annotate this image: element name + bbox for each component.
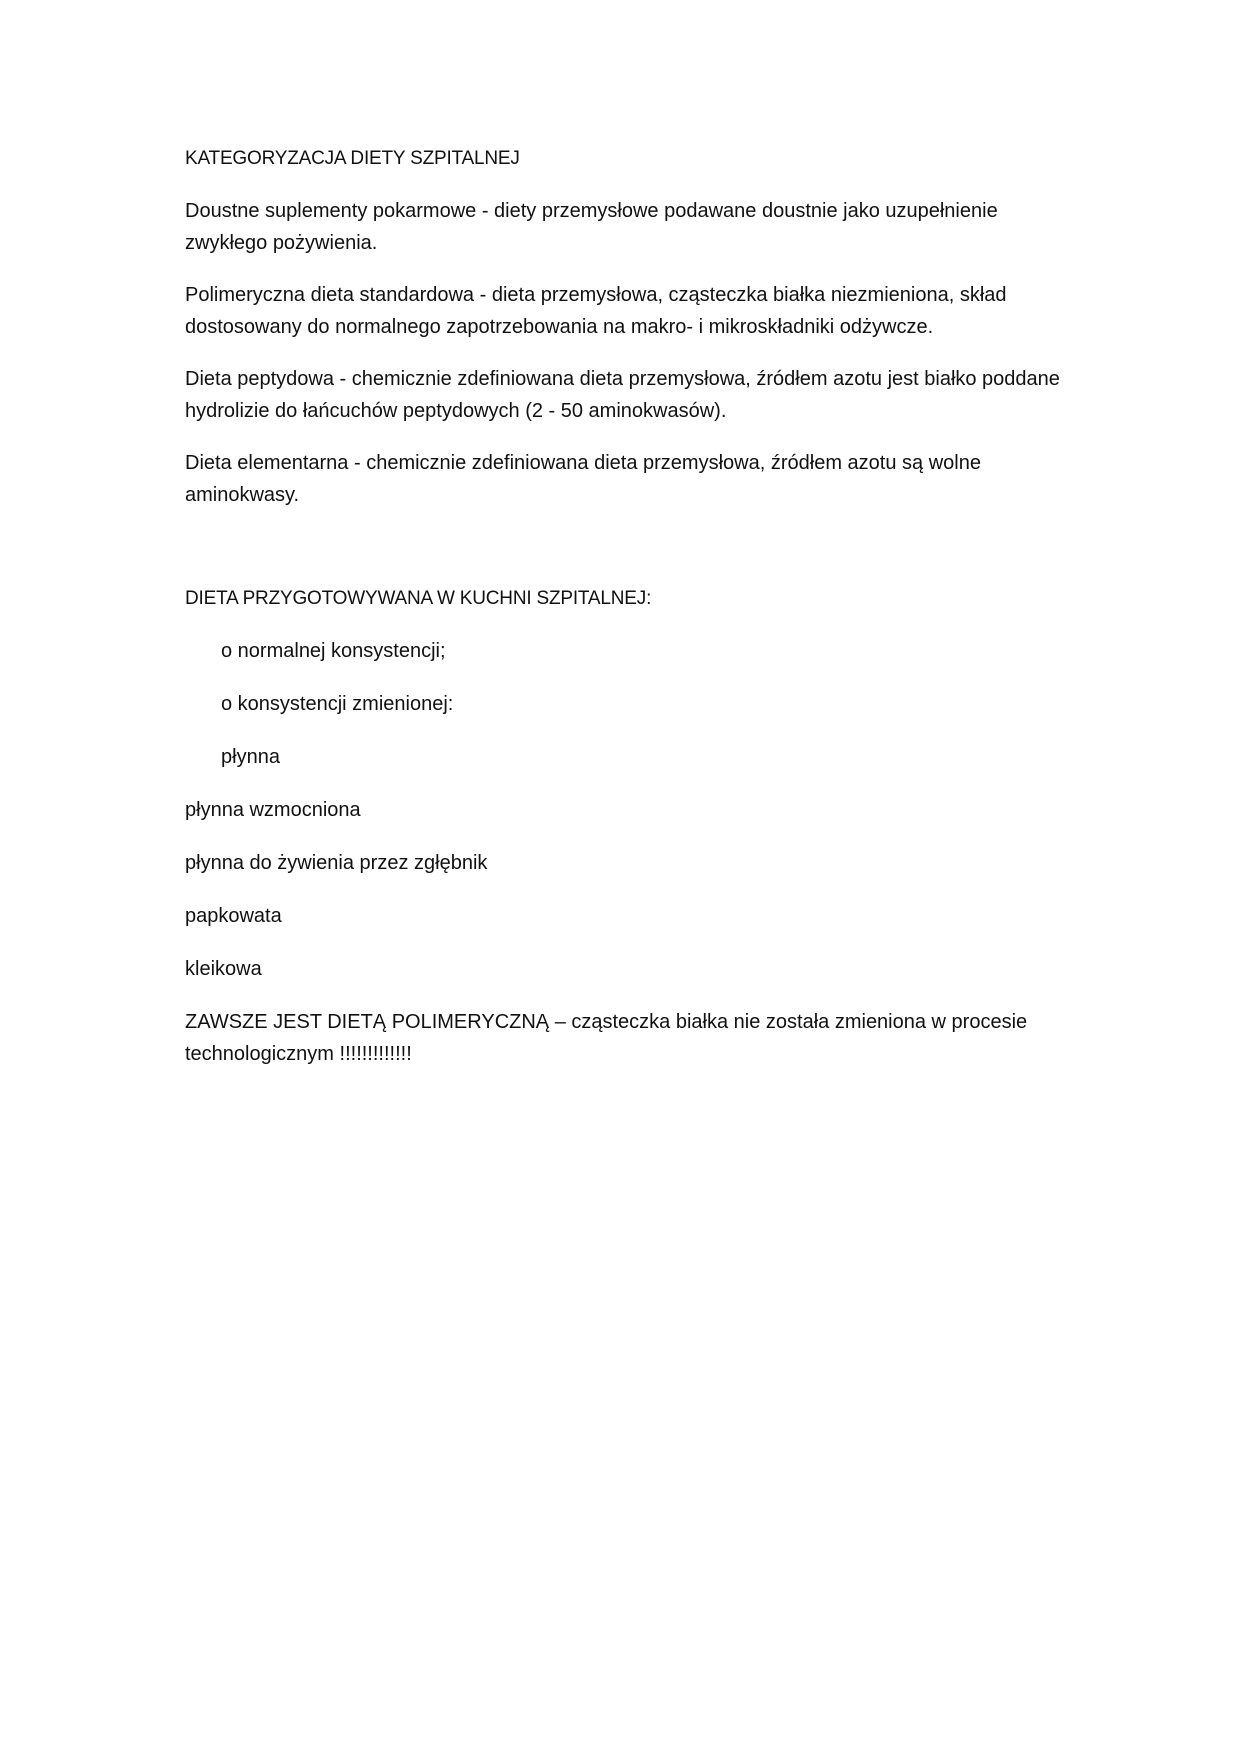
section-spacer <box>185 531 1065 583</box>
definition-polymeric-diet: Polimeryczna dieta standardowa - dieta przemysłowa, cząsteczka białka niezmieniona, skład dostosowany do normalnego zapotrzebowania na makro- i mikroskładniki odżywcze. <box>185 284 1007 338</box>
list-item: płynna wzmocniona <box>185 799 361 821</box>
list-item: papkowata <box>185 905 282 927</box>
list-item: płynna <box>221 746 280 768</box>
section-heading: DIETA PRZYGOTOWYWANA W KUCHNI SZPITALNEJ: <box>185 588 652 609</box>
document-page <box>185 143 1065 1070</box>
list-item: kleikowa <box>185 958 262 980</box>
list-item: o normalnej konsystencji; <box>221 640 446 662</box>
list-item: o konsystencji zmienionej: <box>221 693 454 715</box>
definition-peptide-diet: Dieta peptydowa - chemicznie zdefiniowana dieta przemysłowa, źródłem azotu jest białko poddane hydrolizie do łańcuchów peptydowych (2 - 50 aminokwasów). <box>185 368 1060 422</box>
list-item: płynna do żywienia przez zgłębnik <box>185 852 488 874</box>
closing-statement: ZAWSZE JEST DIETĄ POLIMERYCZNĄ – cząsteczka białka nie została zmieniona w procesie technologicznym !!!!!!!!!!!!! <box>185 1011 1028 1065</box>
document-title: KATEGORYZACJA DIETY SZPITALNEJ <box>185 148 520 169</box>
definition-oral-supplements: Doustne suplementy pokarmowe - diety przemysłowe podawane doustnie jako uzupełnienie zwykłego pożywienia. <box>185 200 998 254</box>
definition-elemental-diet: Dieta elementarna - chemicznie zdefiniowana dieta przemysłowa, źródłem azotu są wolne aminokwasy. <box>185 452 981 506</box>
